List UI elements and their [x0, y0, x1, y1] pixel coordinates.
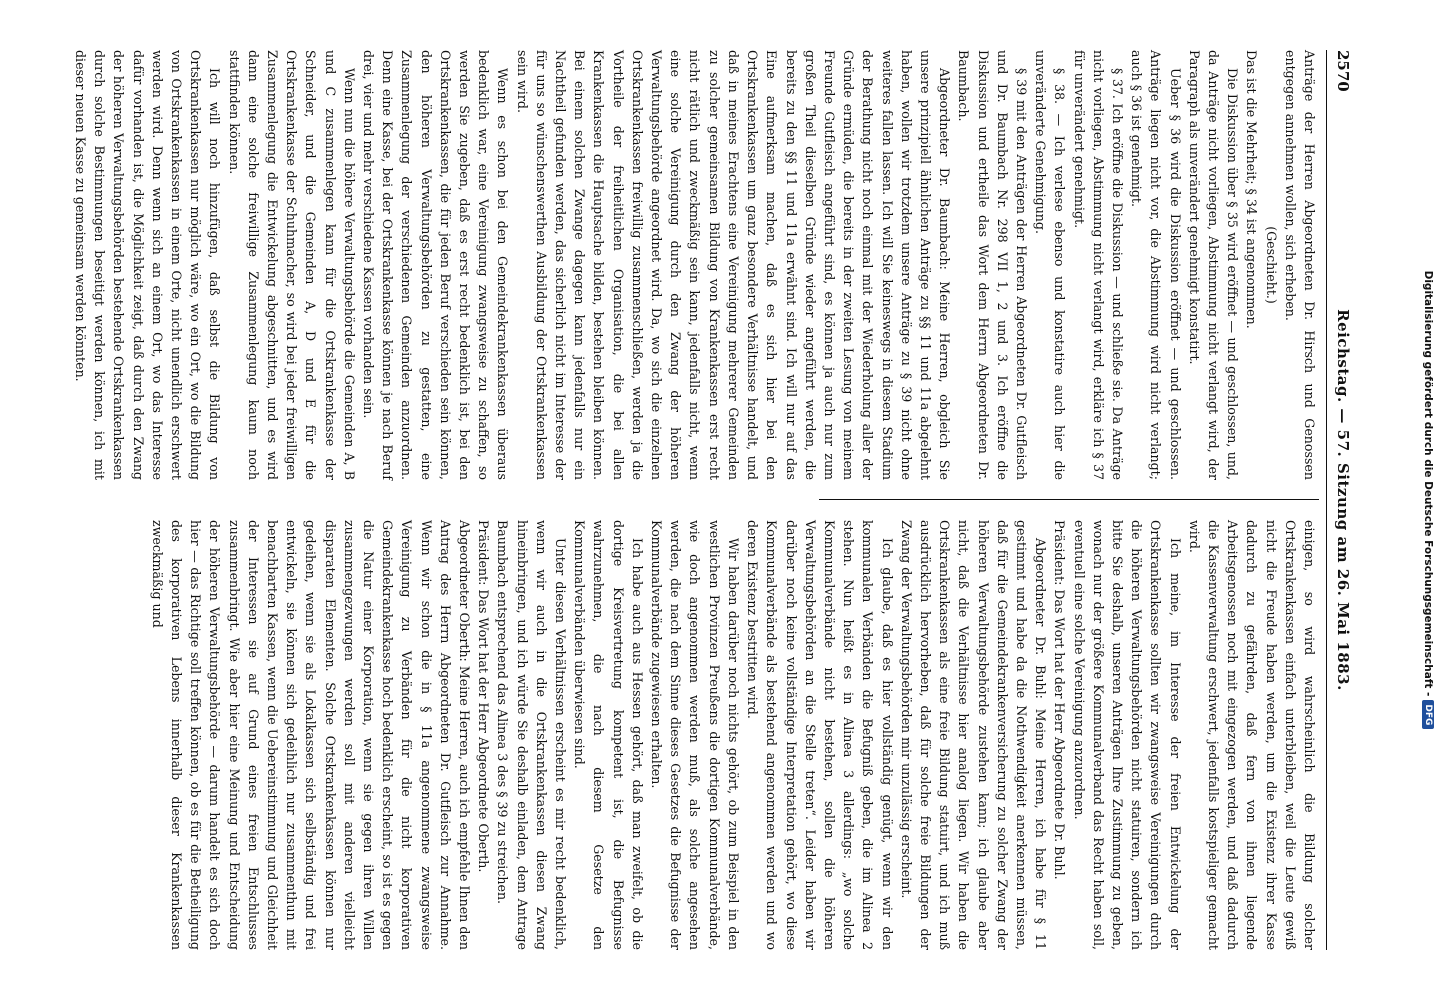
credit-text: Digitalisierung gefördert durch die Deutsche Forschungsgemeinschaft - — [1422, 270, 1434, 697]
right-column-paragraph: Abgeordneter Oberth: Meine Herren, auch ich empfehle Ihnen den Antrag des Herrn Abgeordneten Dr. Gutfleisch zur Annahme. Wenn wir schon die in § 11a angenommene zwangsweise Vereinigung zu Verbänden für die nicht korporativen Gemeindekrankenkasse hoch bedenklich erscheint, so ist es gegen die Natur einer Korporation, wenn sie gegen ihren Willen zusammengezwungen werden soll mit anderen vielleicht disparaten Elementen. Solche Ortskrankenkassen können nur gedeihen, wenn sie als Lokalkassen sich selbständig und frei entwickeln, sie können sich gedeihlich nur zusammenthun mit benachbarten Kassen, wenn die Uebereinstimmung und Gleichheit der Interessen sie auf Grund eines freien Entschlusses zusammenbringt. Wie aber hier eine Meinung und Entscheidung der höheren Verwaltungsbehörde — darum handelt es sich doch hier — das Richtige soll treffen können, ob es für die Betheiligung des korporativen Lebens innerhalb dieser Krankenkassen zweckmäßig und — [149, 520, 473, 950]
left-column — [75, 50, 1319, 480]
right-column-paragraph: Ich habe auch aus Hessen gehört, daß man zweifelt, ob die dortige Kreisvertretung kompetent ist, die Befugnisse wahrzunehmen, die nach diesem Gesetze den Kommunalverbänden überwiesen sind. — [572, 520, 645, 950]
left-column-paragraph: (Geschieht.) — [1263, 226, 1279, 304]
left-column-paragraph: Ueber § 36 wird die Diskussion eröffnet — und geschlossen. Anträge liegen nicht vor, die Abstimmung wird nicht verlangt; auch § 36 ist genehmigt. — [1129, 50, 1183, 480]
running-head: Reichstag. — 57. Sitzung am 26. Mai 1883. — [1334, 309, 1352, 691]
dfg-logo: DFG — [1422, 700, 1434, 729]
left-column-paragraph: § 37. Ich eröffne die Diskussion — und schließe sie. Da Anträge nicht vorliegen, Abstimmung nicht verlangt wird, erkläre ich § 37 für unverändert genehmigt. — [1071, 50, 1125, 480]
right-column-paragraph: einigen, so wird wahrscheinlich die Bildung solcher Ortskrankenkassen einfach unterbleiben, weil die Leute gewiß nicht die Freude haben werden, um die Existenz ihrer Kasse dadurch zu gefährden, daß fern von ihnen liegende Arbeitsgenossen noch mit eingezogen werden, und daß dadurch die Kassenverwaltung erschwert, jedenfalls kostspieliger gemacht wird. — [1186, 520, 1317, 950]
rotated-page — [61, 30, 1371, 970]
left-column-paragraph: § 38. — Ich verlese ebenso und konstatire auch hier die unveränderte Genehmigung. — [1033, 50, 1068, 480]
left-column-paragraph: Anträge der Herren Abgeordneten Dr. Hirsch und Genossen entgegen annehmen wollen, sich erheben. — [1282, 50, 1317, 480]
left-column-paragraph: Abgeordneter Dr. Baumbach: Meine Herren, obgleich Sie unsere prinzipiell ähnlichen Anträge zu §§ 11 und 11a abgelehnt haben, wollen wir trotzdem unsere Anträge zu § 39 nicht ohne weiteres fallen lassen. Ich will Sie keineswegs in diesem Stadium der Berathung nicht noch einmal mit der Wiederholung aller der Gründe ermüden, die bereits in der zweiten Lesung von meinem Freunde Gutfleisch angeführt sind, es können ja auch nur zum großen Theil dieselben Gründe wieder angeführt werden, die bereits zu den §§ 11 und 11a erwähnt sind. Ich will nur auf das Eine aufmerksam machen, daß es sich hier bei den Ortskrankenkassen um ganz besondere Verhältnisse handelt, und daß in meines Erachtens eine Vereinigung mehrerer Gemeinden zu solcher gemeinsamen Bildung von Krankenkassen erst recht nicht rätlich und zweckmäßig sein kann, jedenfalls nicht, wenn eine solche Vereinigung durch den Zwang der höheren Verwaltungsbehörde angeordnet wird. Da, wo sich die einzelnen Ortskrankenkassen freiwillig zusammenschließen, werden ja die Vortheile der freiheitlichen Organisation, die bei allen Krankenkassen die Hauptsache bilden, bestehen bleiben können. Bei einem solchen Zwange dagegen kann jedenfalls nur ein Nachtheil gefunden werden, das sicherlich nicht im Interesse der für uns so wünschenswerthen Ausbildung der Ortskrankenkassen sein wird. — [514, 50, 953, 480]
left-column-paragraph: § 39 mit den Anträgen der Herren Abgeordneten Dr. Gutfleisch und Dr. Baumbach Nr. 298 VII 1, 2 und 3. Ich eröffne die Diskussion und ertheile das Wort dem Herrn Abgeordneten Dr. Baumbach. — [956, 50, 1029, 480]
right-column-paragraph: Ich glaube, daß es hier vollständig genügt, wenn wir den kommunalen Verbänden die Befugniß geben, die im Alinea 2 stehen. Nun heißt es in Alinea 3 allerdings: „wo solche Kommunalverbände nicht bestehen, sollen die höheren Verwaltungsbehörden an die Stelle treten“. Leider haben wir darüber noch keine vollständige Interpretation gehört, wo diese Kommunalverbände als bestehend angenommen werden und wo deren Existenz bestritten wird. — [745, 520, 895, 950]
page-header — [1329, 50, 1357, 950]
header-rule — [1326, 50, 1327, 950]
right-column-paragraph: Wir haben darüber noch nichts gehört, ob zum Beispiel in den westlichen Provinzen Preußens die dortigen Kommunalverbände, wie doch angenommen werden muß, als solche angesehen werden, die nach dem Sinne dieses Gesetzes die Befugnisse der Kommunalverbände zugewiesen erhalten. — [649, 520, 741, 950]
left-column-paragraph: Das ist die Mehrheit; § 34 ist angenommen. — [1244, 50, 1260, 329]
left-column-paragraph: Wenn nun die höhere Verwaltungsbehörde die Gemeinden A, B und C zusammenlegen kann für die Ortskrankenkasse der Schneider, und die Gemeinden A, D und E für die Ortskrankenkasse der Schuhmacher, so wird bei jeder freiwilligen Zusammenlegung die Entwickelung abgeschnitten, und es wird dann eine solche freiwillige Zusammenlegung kaum noch stattfinden können. — [226, 50, 357, 480]
right-column-paragraph: Abgeordneter Dr. Buhl: Meine Herren, ich habe für § 11 gestimmt und habe da die Nothwendigkeit anerkennen müssen, daß für die Gemeindekrankenversicherung zu solcher Zwang der höheren Verwaltungsbehörde zustehen kann; ich glaube aber nicht, daß die Verhältnisse hier analog liegen. Wir haben die Ortskrankenkassen als eine freie Bildung statuirt, und ich muß ausdrücklich hervorheben, daß für solche freie Bildungen der Zwang der Verwaltungsbehörden mir unzulässig erscheint. — [898, 520, 1049, 950]
column-divider — [819, 499, 1319, 500]
right-column-paragraph: Unter diesen Verhältnissen erscheint es mir recht bedenklich, wenn wir auch in die Ortskrankenkassen diesen Zwang hineinbringen, und ich würde Sie deshalb einladen, dem Antrage Baumbach entsprechend das Alinea 3 des § 39 zu streichen. — [495, 520, 569, 950]
right-column — [75, 520, 1319, 950]
left-column-paragraph: Ich will noch hinzufügen, daß selbst die Bildung von Ortskrankenkassen nur möglich wäre, wo ein Ort, wo die Bildung von Ortskrankenkassen in einem Orte, nicht unendlich erschwert werden wird. Denn wenn sich an einem Ort, wo das Interesse dafür vorhanden ist, die Möglichkeit zeigt, daß durch den Zwang der höheren Verwaltungsbehörden bestehende Ortskrankenkassen durch solche Bestimmungen beseitigt werden können, ich mit dieser neuen Kasse zu gemeinsam werden könnten. — [73, 50, 223, 480]
left-column-paragraph: Wenn es schon bei den Gemeindekrankenkassen überaus bedenklich war, eine Vereinigung zwangsweise zu schaffen, so werden Sie zugeben, daß es erst recht bedenklich ist, bei den Ortskrankenkassen, die für jeden Beruf verschieden sein können, den höheren Verwaltungsbehörden zu gestatten, eine Zusammenlegung der verschiedenen Gemeinden anzuordnen. Denn eine Kasse, bei der Ortskrankenkasse können je nach Beruf drei, vier und mehr verschiedene Kassen vorhanden sein. — [361, 50, 511, 480]
right-column-paragraph: Präsident: Das Wort hat der Herr Abgeordnete Dr. Buhl. — [1052, 520, 1068, 880]
right-column-paragraph: Ich meine, im Interesse der freien Entwickelung der Ortskrankenkasse sollten wir zwangsweise Vereinigungen durch die höheren Verwaltungsbehörden nicht statuiren, sondern ich bitte Sie deshalb, unseren Anträgen Ihre Zustimmung zu geben, wonach nur der größere Kommunalverband das Recht haben soll, eventuell eine solche Vereinigung anzuordnen. — [1071, 520, 1183, 950]
right-column-paragraph: Präsident: Das Wort hat der Herr Abgeordnete Oberth. — [476, 520, 492, 873]
page-number: 2570 — [1334, 50, 1352, 92]
left-column-paragraph: Die Diskussion über § 35 wird eröffnet — und geschlossen, und, da Anträge nicht vorliegen, Abstimmung nicht verlangt wird, der Paragraph als unverändert genehmigt konstatirt. — [1186, 50, 1241, 480]
